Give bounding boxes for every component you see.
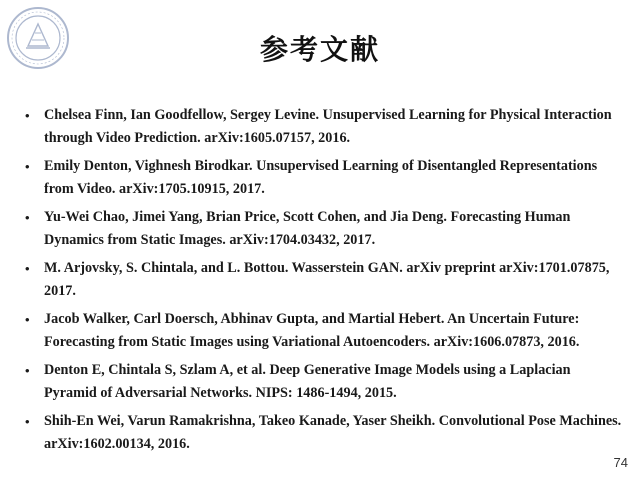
reference-item bbox=[22, 104, 622, 150]
bullet: • bbox=[25, 363, 30, 378]
reference-item bbox=[22, 257, 622, 303]
bullet: • bbox=[25, 414, 30, 429]
reference-text: Shih-En Wei, Varun Ramakrishna, Takeo Kanade, Yaser Sheikh. Convolutional Pose Machines. arXiv:1602.00134, 2016. bbox=[44, 413, 622, 452]
slide-title: 参考文献 bbox=[259, 33, 380, 66]
bullet: • bbox=[25, 312, 30, 327]
reference-item bbox=[22, 206, 622, 252]
reference-text: Denton E, Chintala S, Szlam A, et al. Deep Generative Image Models using a Laplacian Pyramid of Adversarial Networks. NIPS: 1486-1494, 2015. bbox=[44, 362, 571, 401]
bullet: • bbox=[25, 261, 30, 276]
reference-list bbox=[22, 104, 622, 461]
reference-item bbox=[22, 308, 622, 354]
reference-text: Emily Denton, Vighnesh Birodkar. Unsupervised Learning of Disentangled Representations from Video. arXiv:1705.10915, 2017. bbox=[44, 158, 598, 197]
reference-item bbox=[22, 410, 622, 456]
reference-text: Yu-Wei Chao, Jimei Yang, Brian Price, Scott Cohen, and Jia Deng. Forecasting Human Dynamics from Static Images. arXiv:1704.03432, 2017. bbox=[44, 209, 571, 248]
page-number: 74 bbox=[613, 455, 628, 470]
reference-item bbox=[22, 359, 622, 405]
reference-item bbox=[22, 155, 622, 201]
reference-text: Chelsea Finn, Ian Goodfellow, Sergey Levine. Unsupervised Learning for Physical Interaction through Video Prediction. arXiv:1605.07157, 2016. bbox=[44, 107, 612, 146]
bullet: • bbox=[25, 210, 30, 225]
reference-text: Jacob Walker, Carl Doersch, Abhinav Gupta, and Martial Hebert. An Uncertain Future: Forecasting from Static Images using Variational Autoencoders. arXiv:1606.07873, 2016. bbox=[44, 311, 580, 350]
reference-text: M. Arjovsky, S. Chintala, and L. Bottou. Wasserstein GAN. arXiv preprint arXiv:1701.07875, 2017. bbox=[44, 260, 610, 299]
bullet: • bbox=[25, 159, 30, 174]
bullet: • bbox=[25, 108, 30, 123]
